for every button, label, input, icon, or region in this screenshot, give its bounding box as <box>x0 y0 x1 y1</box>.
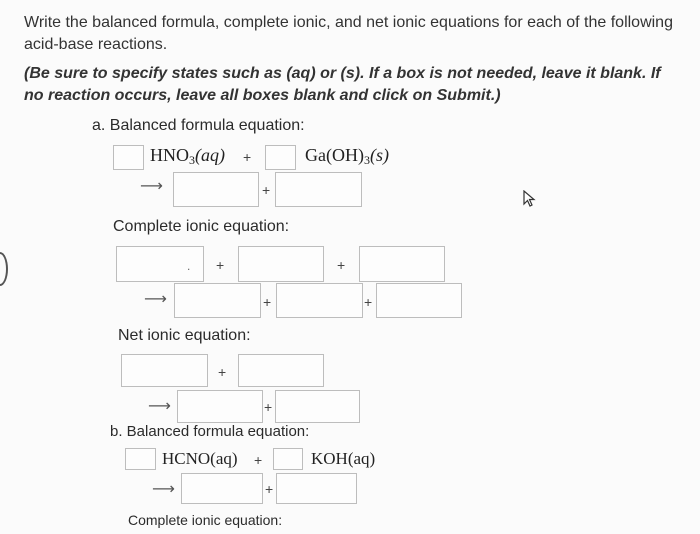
b-balanced-coef-1-input[interactable] <box>125 448 156 470</box>
b-balanced-product-1-input[interactable] <box>181 473 263 504</box>
a-net-product-1-input[interactable] <box>177 390 263 423</box>
text-cursor-dot: . <box>187 259 191 273</box>
part-a-complete-ionic-label: Complete ionic equation: <box>113 218 290 235</box>
a-balanced-coef-1-input[interactable] <box>113 145 144 170</box>
plus-sign: + <box>263 294 272 310</box>
a-reactant-2-state: (s) <box>369 145 389 165</box>
a-reactant-2 <box>305 145 389 168</box>
plus-sign: + <box>265 481 274 497</box>
a-balanced-product-1-input[interactable] <box>173 172 259 207</box>
a-ionic-product-3-input[interactable] <box>376 283 462 318</box>
a-reactant-2-sub: 3 <box>363 153 370 167</box>
a-reactant-1-sub: 3 <box>189 153 195 167</box>
plus-sign: + <box>254 452 263 468</box>
a-ionic-reactant-3-input[interactable] <box>359 246 445 282</box>
reaction-arrow-icon: ⟶ <box>140 178 163 195</box>
plus-sign: + <box>262 182 271 198</box>
plus-sign: + <box>364 294 373 310</box>
a-reactant-1-formula: HNO <box>150 145 189 165</box>
part-a-net-ionic-label: Net ionic equation: <box>118 327 251 344</box>
plus-sign: + <box>264 399 273 415</box>
plus-sign: + <box>216 257 225 273</box>
part-b-complete-ionic-label: Complete ionic equation: <box>128 512 283 528</box>
reaction-arrow-icon: ⟶ <box>152 481 175 498</box>
a-ionic-reactant-2-input[interactable] <box>238 246 324 282</box>
part-b-balanced-label: b. Balanced formula equation: <box>110 423 310 440</box>
emphasis-text: (Be sure to specify states such as (aq) or (s). If a box is not needed, leave it blank. If no reaction occurs, leave all boxes blank and click on Submit.) <box>24 65 661 104</box>
a-balanced-product-2-input[interactable] <box>275 172 362 207</box>
a-ionic-reactant-1-input[interactable] <box>116 246 204 282</box>
reaction-arrow-icon: ⟶ <box>144 291 167 308</box>
b-reactant-2: KOH(aq) <box>311 449 376 468</box>
a-ionic-product-1-input[interactable] <box>174 283 261 318</box>
a-balanced-coef-2-input[interactable] <box>265 145 296 170</box>
a-reactant-1-state: (aq) <box>195 145 225 165</box>
b-balanced-product-2-input[interactable] <box>276 473 357 504</box>
plus-sign: + <box>337 257 346 273</box>
plus-sign: + <box>218 364 227 380</box>
a-net-product-2-input[interactable] <box>275 390 360 423</box>
b-balanced-coef-2-input[interactable] <box>273 448 303 470</box>
part-a-balanced-label: a. Balanced formula equation: <box>92 117 305 134</box>
instructions-text: Write the balanced formula, complete ionic, and net ionic equations for each of the following acid-base reactions. <box>24 14 673 53</box>
a-ionic-product-2-input[interactable] <box>276 283 363 318</box>
a-reactant-1 <box>150 145 225 168</box>
plus-sign: + <box>243 149 252 165</box>
a-reactant-2-formula: Ga(OH) <box>305 145 364 165</box>
a-net-reactant-1-input[interactable] <box>121 354 208 387</box>
page-edge-mark <box>0 252 8 286</box>
b-reactant-1: HCNO(aq) <box>162 449 238 468</box>
reaction-arrow-icon: ⟶ <box>148 398 171 415</box>
mouse-cursor-icon <box>523 190 537 213</box>
a-net-reactant-2-input[interactable] <box>238 354 324 387</box>
